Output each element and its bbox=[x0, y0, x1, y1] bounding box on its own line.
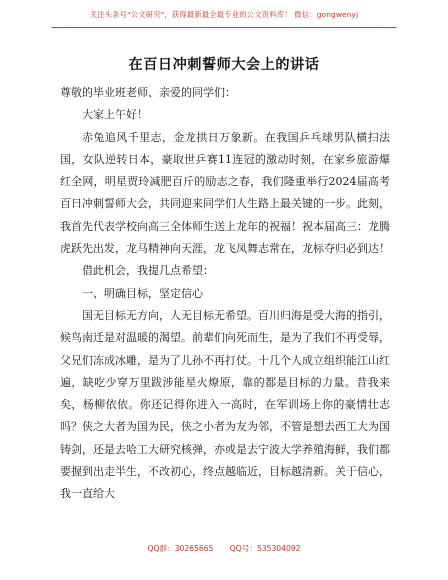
qq-label: QQ号： bbox=[229, 544, 257, 553]
body-paragraph: 赤兔追风千里志，金龙拱日万象新。在我国乒乓球男队横扫法国，女队逆转日本，豪取世乒赛11连冠的激动时刻，在家乡旅游爆红全网，明星贾玲减肥百斤的励志之春，我们隆重举行2024届高考百日冲刺誓师大会，共同迎来同学们人生路上最关键的一步。此刻，我首先代表学校向高三全体师生送上龙年的祝福！祝本届高三：龙腾虎跃先出发，龙马精神向天涯，龙飞凤舞志常在，龙标夺归必到达！ bbox=[60, 130, 390, 256]
document-title: 在百日冲刺誓师大会上的讲话 bbox=[128, 57, 320, 73]
section-heading: 一、明确目标，坚定信心 bbox=[82, 286, 203, 300]
qq-value: 535304092 bbox=[256, 544, 301, 553]
qq-group-label: QQ群： bbox=[147, 544, 175, 553]
document-body bbox=[60, 82, 390, 506]
footer-contact bbox=[0, 543, 448, 554]
header-divider bbox=[52, 27, 396, 28]
body-paragraph: 国无目标无方向，人无目标无希望。百川归海是受大海的指引，候鸟南迁是对温暖的渴望。前辈们向死而生，是为了我们不再受辱，父兄们冻成冰雕，是为了儿孙不再打仗。十几个人成立组织能江山红遍，缺吃少穿万里跋涉能星火燎原，靠的都是目标的力量。昔我来矣，杨柳依依。你还记得你进入一高时，在军训场上你的豪情壮志吗？侠之大者为国为民，侠之小者为友为邻，不管是想去西工大为国铸剑，还是去哈工大研究核弹，亦或是去宁波大学养殖海鲜，我们都要握到出走半生，不改初心，终点越临近，目标越清新。关于信心，我一直给大 bbox=[60, 308, 390, 501]
qq-group-value: 30265665 bbox=[174, 544, 214, 553]
greeting: 大家上午好！ bbox=[82, 108, 148, 122]
header-promo-note: 关注头条号"公文研究"，获得最新最全最专业的公文资料库！ 微信：gongwenyj bbox=[89, 10, 359, 19]
salutation: 尊敬的毕业班老师、亲爱的同学们： bbox=[60, 86, 236, 99]
body-paragraph: 借此机会，我提几点希望： bbox=[82, 264, 214, 278]
